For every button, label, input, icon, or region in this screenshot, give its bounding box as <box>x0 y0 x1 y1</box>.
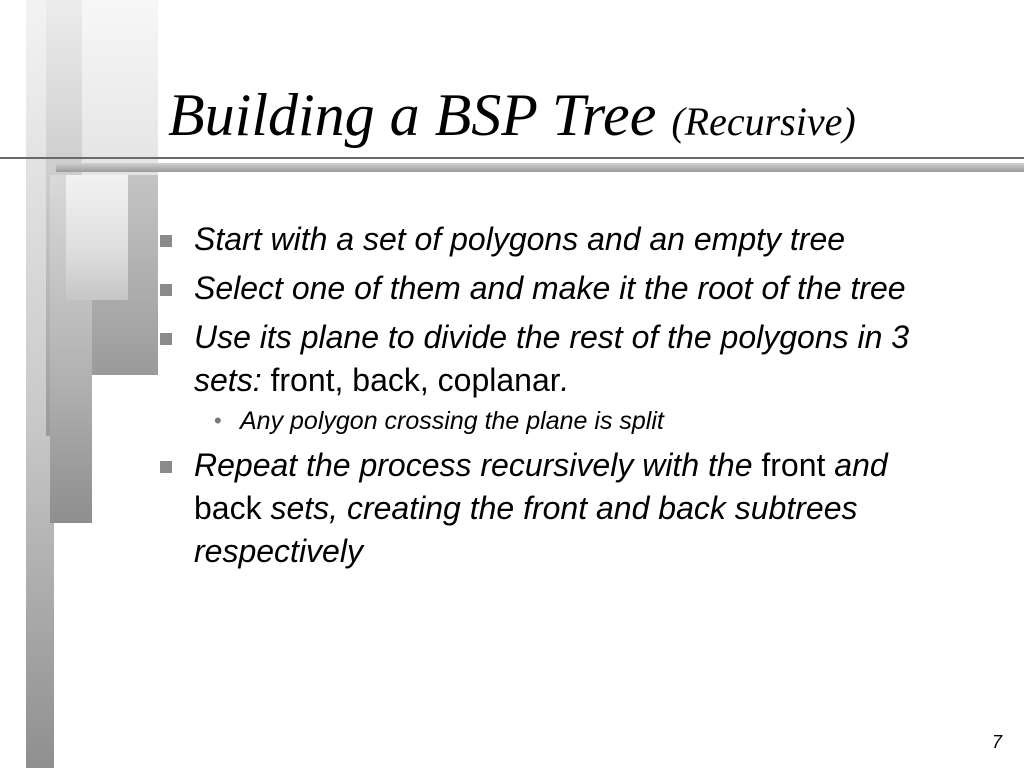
bullet-list <box>158 218 958 573</box>
bullet-text: Select one of them and make it the root of the tree <box>194 270 906 306</box>
bullet-item <box>158 218 958 261</box>
bullet-text-part: Repeat the process recursively with the <box>194 447 762 483</box>
page-number: 7 <box>992 732 1003 752</box>
bullet-text: Start with a set of polygons and an empty tree <box>194 221 846 257</box>
slide-title-main: Building a BSP Tree <box>168 82 657 148</box>
square-bullet-icon <box>160 284 172 296</box>
dot-bullet-icon: • <box>214 408 222 433</box>
square-bullet-icon <box>160 333 172 345</box>
bullet-text-plain: front, back, coplanar <box>270 362 561 398</box>
decor-bar <box>66 175 128 300</box>
slide-title-suffix: (Recursive) <box>671 99 856 144</box>
sub-bullet-item <box>158 404 958 438</box>
bullet-item <box>158 444 958 573</box>
slide-title <box>168 76 856 161</box>
bullet-text-end: . <box>560 362 570 398</box>
square-bullet-icon <box>160 235 172 247</box>
bullet-item <box>158 316 958 402</box>
sub-bullet-text: Any polygon crossing the plane is split <box>240 407 664 435</box>
title-divider-band <box>56 163 1024 172</box>
bullet-item <box>158 267 958 310</box>
bullet-text-front: front <box>761 447 826 483</box>
square-bullet-icon <box>160 461 172 473</box>
bullet-text-back: back <box>194 490 262 526</box>
bullet-text-part: and <box>825 447 888 483</box>
bullet-text-italic: Use its plane to divide the rest of the polygons in 3 sets: <box>194 319 910 398</box>
bullet-text-part: sets, creating the front and back subtrees respectively <box>194 490 858 569</box>
